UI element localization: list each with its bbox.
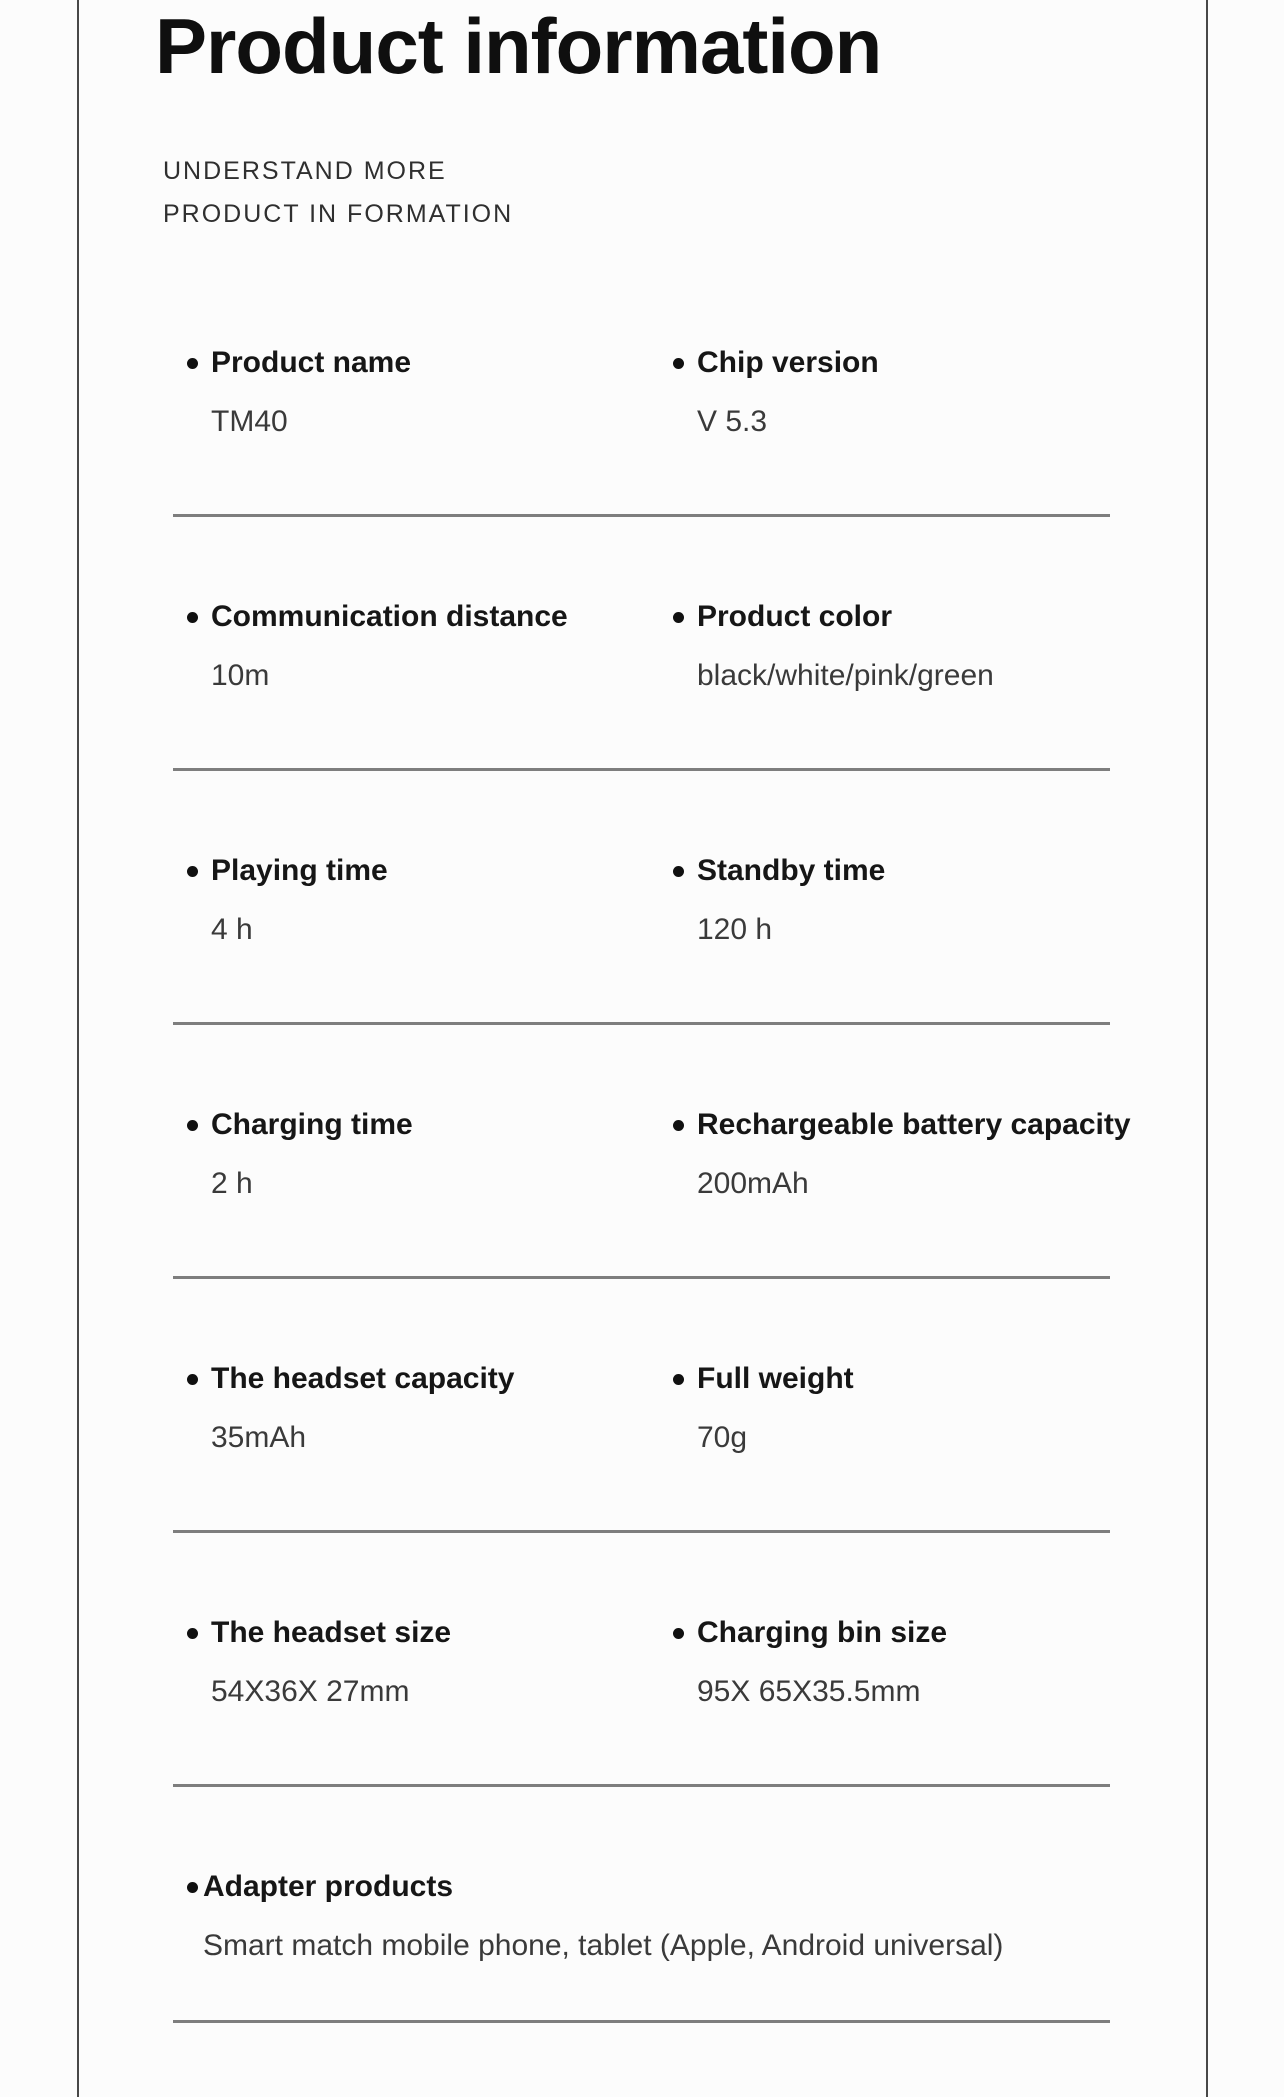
spec-value: 2 h (211, 1167, 253, 1200)
bullet-icon (673, 1628, 684, 1639)
spec-label-text: Rechargeable battery capacity (697, 1108, 1131, 1141)
spec-label-text: Adapter products (203, 1870, 454, 1903)
spec-label (187, 598, 673, 636)
bullet-icon (187, 358, 198, 369)
divider-line (173, 2020, 1110, 2023)
spec-value: 120 h (697, 913, 773, 946)
spec-value: Smart match mobile phone, tablet (Apple, Android universal) (203, 1929, 1004, 1962)
spec-label-text: The headset capacity (211, 1362, 515, 1395)
spec-label (673, 598, 1284, 636)
spec-row-playing-time (0, 852, 1284, 1025)
bullet-icon (673, 358, 684, 369)
bullet-icon (673, 612, 684, 623)
spec-row-product-name (0, 344, 1284, 517)
bullet-icon (187, 866, 198, 877)
spec-value: 4 h (211, 913, 253, 946)
spec-label-text: The headset size (211, 1616, 452, 1649)
bullet-icon (187, 1628, 198, 1639)
divider-line (173, 514, 1110, 517)
bullet-icon (187, 1374, 198, 1385)
subtitle-line-1: UNDERSTAND MORE (163, 157, 447, 185)
spec-value: 95X 65X35.5mm (697, 1675, 921, 1708)
spec-value: 54X36X 27mm (211, 1675, 410, 1708)
bullet-icon (187, 612, 198, 623)
spec-value: black/white/pink/green (697, 659, 994, 692)
spec-label (187, 1614, 673, 1652)
spec-label-text: Full weight (697, 1362, 854, 1395)
spec-row-headset-capacity (0, 1360, 1284, 1533)
spec-label (187, 1106, 673, 1144)
bullet-icon (187, 1882, 198, 1893)
page-subtitle (163, 150, 1284, 236)
spec-label-text: Product color (697, 600, 893, 633)
spec-value: V 5.3 (697, 405, 768, 438)
spec-label-text: Standby time (697, 854, 886, 887)
spec-label-text: Charging bin size (697, 1616, 948, 1649)
spec-row-communication (0, 598, 1284, 771)
spec-label (673, 1106, 1284, 1144)
spec-label-text: Charging time (211, 1108, 413, 1141)
spec-label (187, 1868, 1003, 1906)
spec-value: 200mAh (697, 1167, 809, 1200)
bullet-icon (673, 1120, 684, 1131)
spec-row-headset-size (0, 1614, 1284, 1787)
spec-label-text: Communication distance (211, 600, 568, 633)
spec-label-text: Playing time (211, 854, 388, 887)
bullet-icon (673, 1374, 684, 1385)
spec-row-charging-time (0, 1106, 1284, 1279)
spec-row-adapter-products (0, 1868, 1284, 2023)
divider-line (173, 1022, 1110, 1025)
spec-label-text: Product name (211, 346, 412, 379)
divider-line (173, 1784, 1110, 1787)
spec-value: 10m (211, 659, 270, 692)
spec-label-text: Chip version (697, 346, 879, 379)
spec-label (187, 852, 673, 890)
spec-label (187, 1360, 673, 1398)
spec-label (673, 1360, 1284, 1398)
divider-line (173, 1530, 1110, 1533)
divider-line (173, 1276, 1110, 1279)
spec-value: 70g (697, 1421, 748, 1454)
spec-value: 35mAh (211, 1421, 307, 1454)
page-title: Product information (155, 2, 882, 90)
spec-label (673, 852, 1284, 890)
spec-label (673, 344, 1284, 382)
spec-list (0, 344, 1284, 2023)
divider-line (173, 768, 1110, 771)
bullet-icon (673, 866, 684, 877)
spec-label (187, 344, 673, 382)
spec-value: TM40 (211, 405, 288, 438)
bullet-icon (187, 1120, 198, 1131)
spec-label (673, 1614, 1284, 1652)
subtitle-line-2: PRODUCT IN FORMATION (163, 200, 514, 228)
